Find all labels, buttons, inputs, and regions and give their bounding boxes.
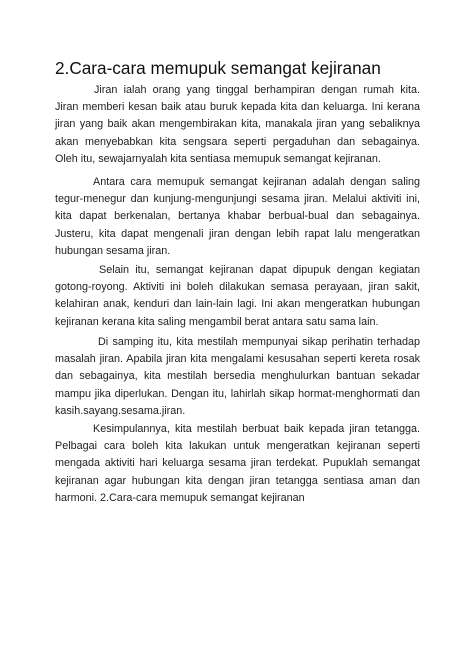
paragraph-body-1: Antara cara memupuk semangat kejiranan adalah dengan saling tegur-menegur dan kunjung-mengunjungi sesama jiran. Melalui aktiviti ini, kita dapat berkenalan, bertanya khabar berbual-bual dan sebagainya. Justeru, kita dapat mengenali jiran dengan lebih rapat lalu mengeratkan hubungan sesama jiran.	[55, 176, 420, 257]
paragraph-conclusion: Kesimpulannya, kita mestilah berbuat baik kepada jiran tetangga. Pelbagai cara boleh kita lakukan untuk mengeratkan kejiranan seperti mengada aktiviti hari keluarga sesama jiran terdekat. Pupuklah semangat kejiranan agar hubungan kita dengan jiran tetangga sentiasa aman dan harmoni. 2.Cara-cara memupuk semangat kejiranan	[55, 423, 420, 504]
page-title: 2.Cara-cara memupuk semangat kejiranan	[55, 58, 381, 78]
paragraph-body-2: Selain itu, semangat kejiranan dapat dipupuk dengan kegiatan gotong-royong. Aktiviti ini boleh dilakukan semasa perayaan, jiran sakit, kelahiran anak, kenduri dan lain-lain lagi. Ini akan mengeratkan hubungan kejiranan kerana kita saling mengambil berat antara satu sama lain.	[55, 264, 420, 328]
paragraph-introduction: Jiran ialah orang yang tinggal berhampiran dengan rumah kita. Jiran memberi kesan baik atau buruk kepada kita dan keluarga. Ini kerana jiran yang baik akan mengembirakan kita, manakala jiran yang sebaliknya akan menyebabkan kita sengsara seperti pergaduhan dan sebagainya. Oleh itu, sewajarnyalah kita sentiasa memupuk semangat kejiranan.	[55, 84, 420, 165]
paragraph-body-3: Di samping itu, kita mestilah mempunyai sikap perihatin terhadap masalah jiran. Apabila jiran kita mengalami kesusahan seperti kereta rosak dan sebagainya, kita mestilah bersedia menghulurkan bantuan sekadar mampu jika diperlukan. Dengan itu, lahirlah sikap hormat-menghormati dan kasih.sayang.sesama.jiran.	[55, 336, 420, 417]
